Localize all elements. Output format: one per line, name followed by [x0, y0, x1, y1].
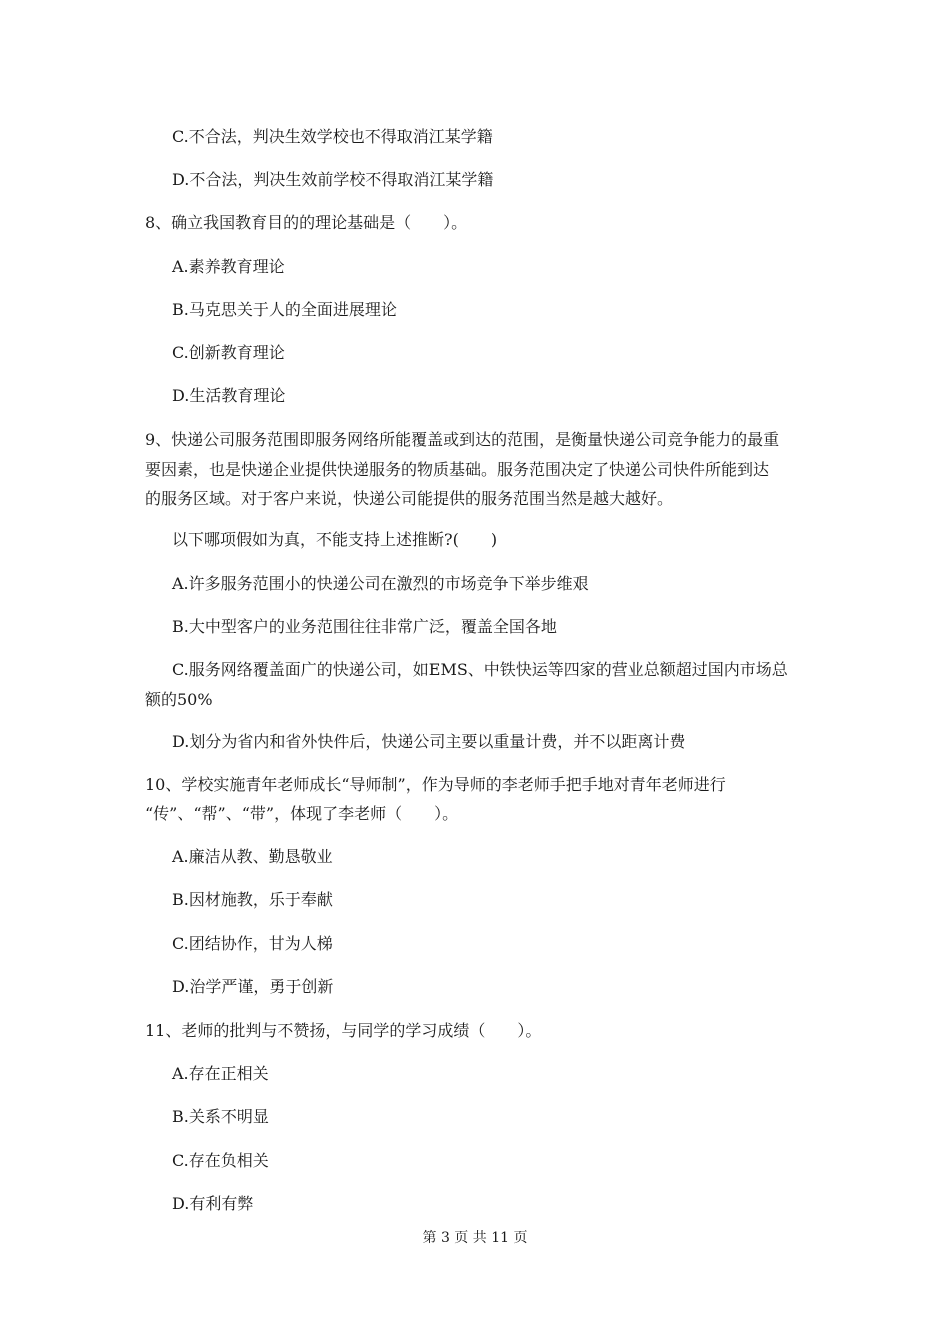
- option-a-q8: A.素养教育理论: [172, 257, 285, 276]
- question-8: 8、确立我国教育目的的理论基础是（ ）。: [145, 213, 468, 232]
- option-d-q10: D.治学严谨，勇于创新: [172, 977, 334, 996]
- option-b-q9: B.大中型客户的业务范围往往非常广泛，覆盖全国各地: [172, 617, 557, 636]
- option-b-q11: B.关系不明显: [172, 1107, 269, 1126]
- question-9-prompt: 以下哪项假如为真，不能支持上述推断?( ): [172, 530, 498, 549]
- option-c-q9-line-2: 额的50%: [145, 690, 213, 709]
- option-a-q9: A.许多服务范围小的快递公司在激烈的市场竞争下举步维艰: [172, 574, 589, 593]
- question-10-line-2: “传”、“帮”、“带”，体现了李老师（ ）。: [145, 804, 459, 823]
- question-9-line-3: 的服务区域。对于客户来说，快递公司能提供的服务范围当然是越大越好。: [145, 489, 674, 508]
- option-c-q10: C.团结协作，甘为人梯: [172, 934, 333, 953]
- option-d-q8: D.生活教育理论: [172, 386, 286, 405]
- question-10-line-1: 10、学校实施青年老师成长“导师制”，作为导师的李老师手把手地对青年老师进行: [145, 775, 726, 794]
- option-d-q7: D.不合法，判决生效前学校不得取消江某学籍: [172, 170, 494, 189]
- question-11: 11、老师的批判与不赞扬，与同学的学习成绩（ ）。: [145, 1021, 542, 1040]
- option-a-q11: A.存在正相关: [172, 1064, 269, 1083]
- question-9-line-1: 9、快递公司服务范围即服务网络所能覆盖或到达的范围，是衡量快递公司竞争能力的最重: [145, 430, 780, 449]
- option-c-q11: C.存在负相关: [172, 1151, 269, 1170]
- option-b-q8: B.马克思关于人的全面进展理论: [172, 300, 397, 319]
- page-number: 第 3 页 共 11 页: [422, 1230, 528, 1246]
- question-9-line-2: 要因素，也是快递企业提供快递服务的物质基础。服务范围决定了快递公司快件所能到达: [145, 460, 770, 479]
- option-a-q10: A.廉洁从教、勤恳敬业: [172, 847, 333, 866]
- option-c-q8: C.创新教育理论: [172, 343, 285, 362]
- option-d-q11: D.有利有弊: [172, 1194, 254, 1213]
- option-b-q10: B.因材施教，乐于奉献: [172, 890, 333, 909]
- option-d-q9: D.划分为省内和省外快件后，快递公司主要以重量计费，并不以距离计费: [172, 732, 686, 751]
- option-c-q7: C.不合法，判决生效学校也不得取消江某学籍: [172, 127, 493, 146]
- option-c-q9-line-1: C.服务网络覆盖面广的快递公司，如EMS、中铁快运等四家的营业总额超过国内市场总: [172, 660, 788, 679]
